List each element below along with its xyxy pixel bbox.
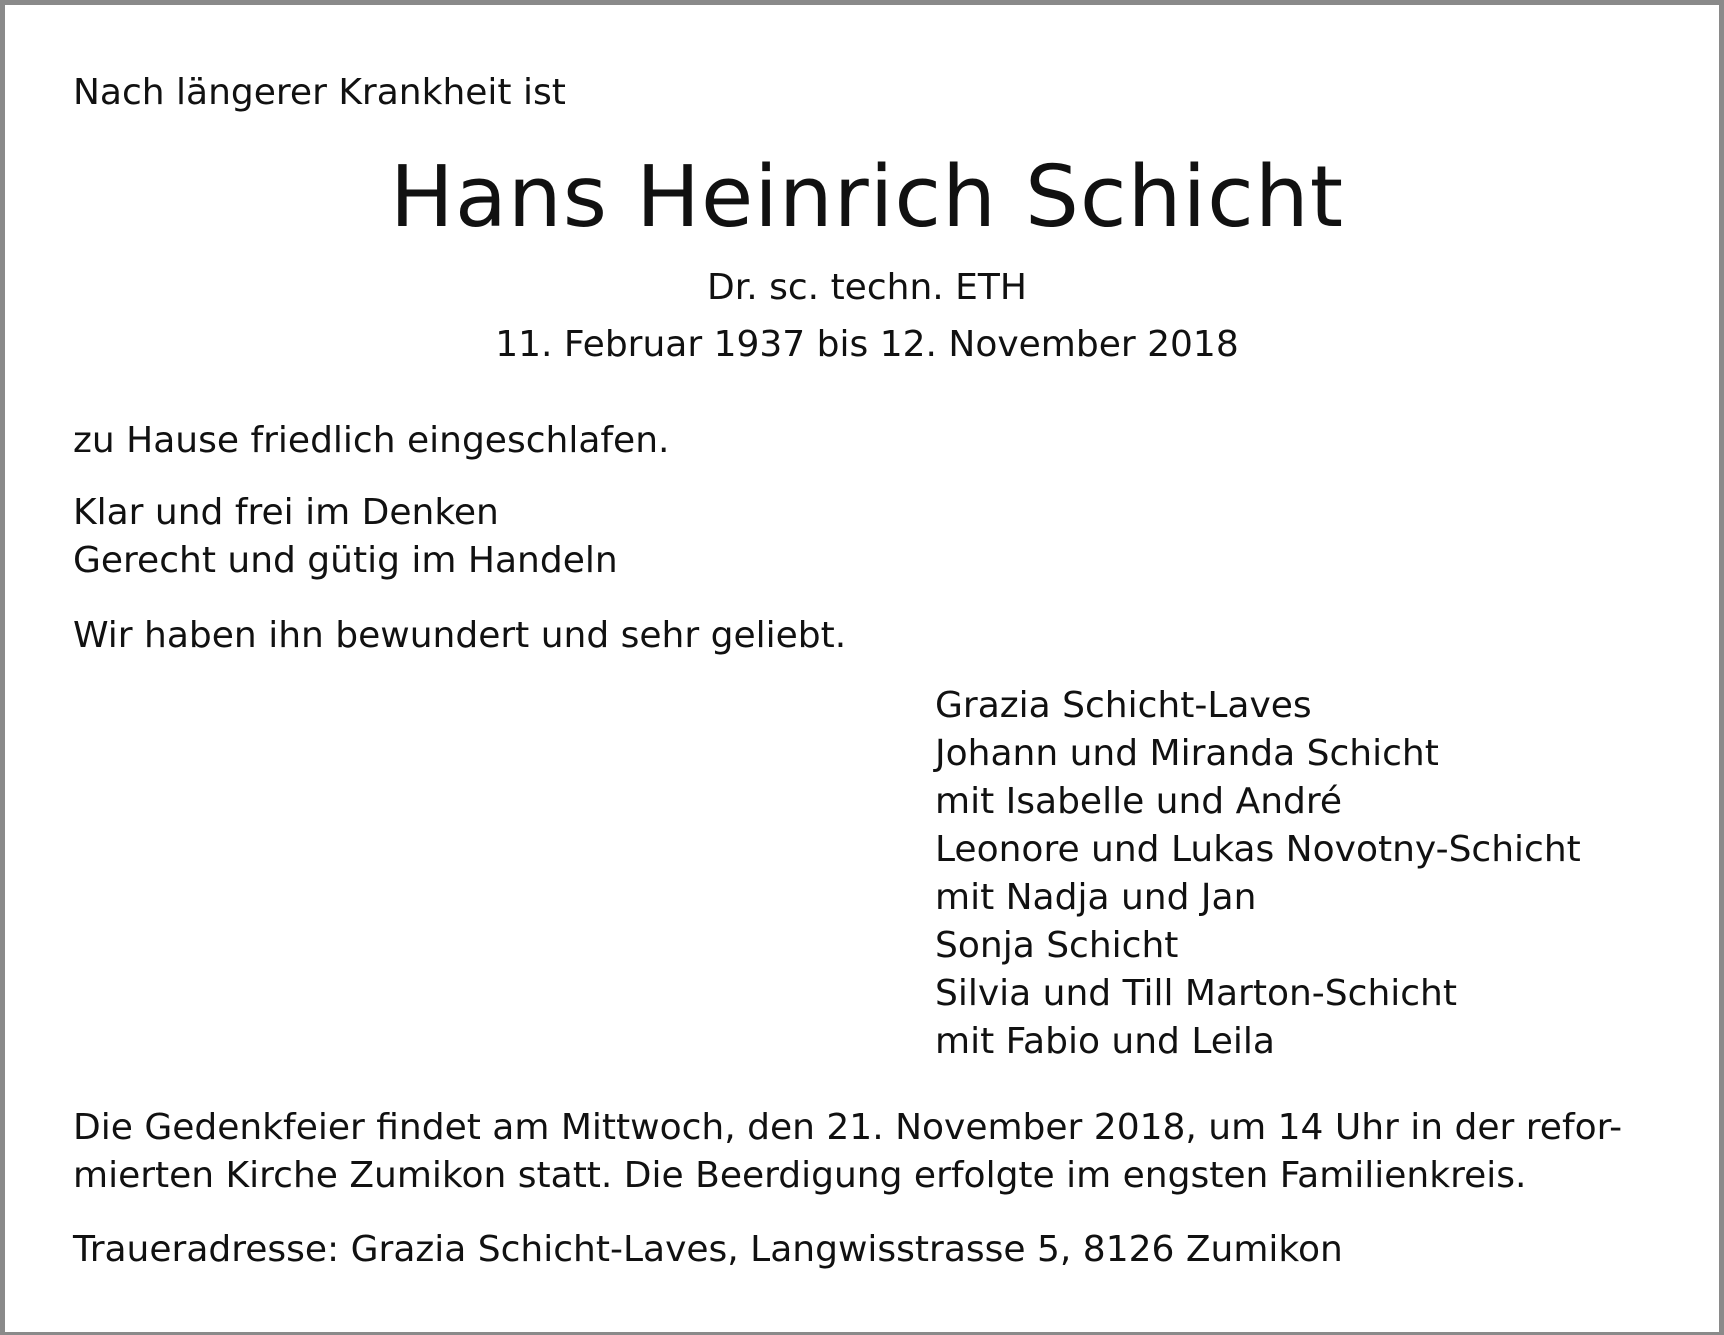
mourner-line: mit Nadja und Jan	[935, 877, 1257, 918]
mourner-line: Sonja Schicht	[935, 925, 1179, 966]
ceremony-line: Die Gedenkfeier findet am Mittwoch, den 21. November 2018, um 14 Uhr in der refor-	[73, 1107, 1623, 1148]
motto-line: Klar und frei im Denken	[73, 492, 499, 533]
academic-title: Dr. sc. techn. ETH	[707, 267, 1027, 308]
mourner-line: Silvia und Till Marton-Schicht	[935, 973, 1457, 1014]
mourner-line: Grazia Schicht-Laves	[935, 685, 1312, 726]
passing-text: zu Hause friedlich eingeschlafen.	[73, 420, 670, 461]
mourner-line: mit Isabelle und André	[935, 781, 1343, 822]
mourner-line: Johann und Miranda Schicht	[935, 733, 1439, 774]
mourner-line: Leonore und Lukas Novotny-Schicht	[935, 829, 1581, 870]
deceased-name: Hans Heinrich Schicht	[389, 148, 1345, 247]
ceremony-line: mierten Kirche Zumikon statt. Die Beerdigung erfolgte im engsten Familienkreis.	[73, 1155, 1527, 1196]
mourner-line: mit Fabio und Leila	[935, 1021, 1275, 1062]
life-dates: 11. Februar 1937 bis 12. November 2018	[495, 324, 1239, 365]
tribute-text: Wir haben ihn bewundert und sehr geliebt.	[73, 615, 847, 656]
motto-line: Gerecht und gütig im Handeln	[73, 540, 618, 581]
mourning-address: Traueradresse: Grazia Schicht-Laves, Langwisstrasse 5, 8126 Zumikon	[73, 1229, 1343, 1270]
intro-text: Nach längerer Krankheit ist	[73, 72, 566, 113]
